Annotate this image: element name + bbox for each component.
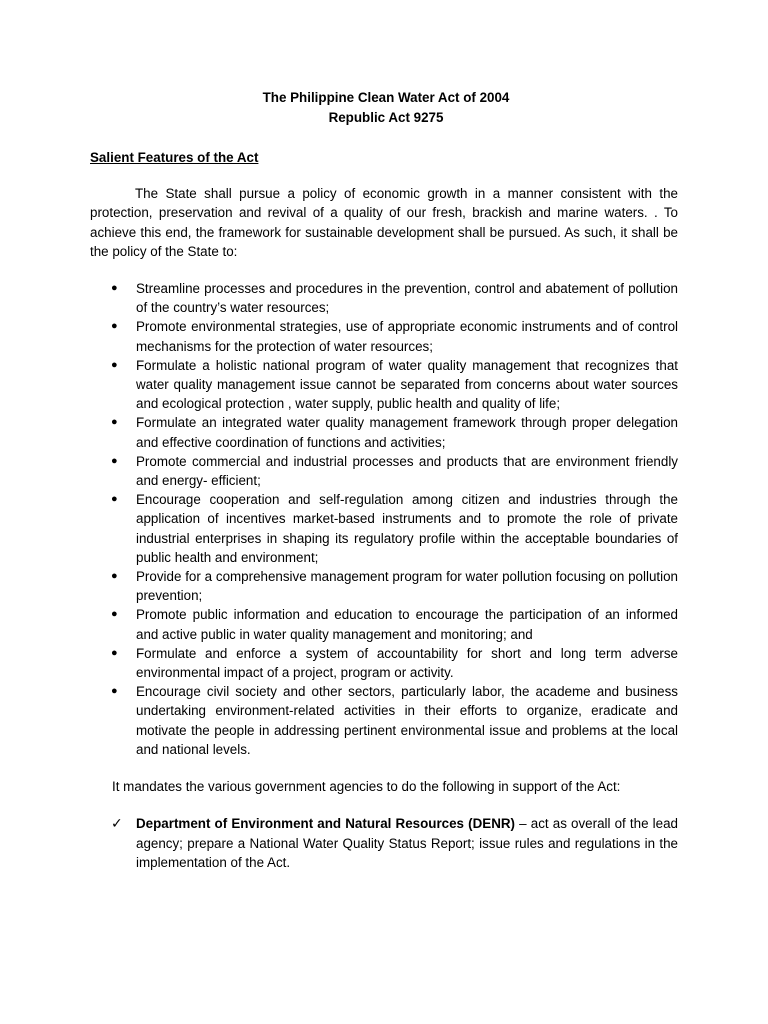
feature-text: Promote environmental strategies, use of appropriate economic instruments and of control mechanisms for the protection of water resources; (136, 319, 678, 354)
feature-text: Formulate and enforce a system of accountability for short and long term adverse environmental impact of a project, program or activity. (136, 645, 678, 681)
bullet-icon: ● (111, 320, 118, 333)
bullet-icon: ● (111, 282, 118, 295)
list-item (90, 279, 678, 317)
list-item (90, 605, 678, 643)
bullet-icon: ● (111, 685, 118, 698)
list-item (90, 814, 678, 872)
list-item (90, 567, 678, 605)
mandate-paragraph: It mandates the various government agencies to do the following in support of the Act: (112, 779, 621, 795)
list-item (90, 356, 678, 414)
feature-text: Encourage cooperation and self-regulation among citizen and industries through the application of incentives market-based instruments and to promote the role of private industrial enterprises in shaping its regulatory profile within the acceptable boundaries of public health and environment; (136, 492, 678, 565)
bullet-icon: ● (111, 570, 118, 583)
feature-text: Formulate a holistic national program of water quality management that recognizes that water quality management issue cannot be separated from concerns about water sources and ecological protection , water supply, public health and quality of life; (136, 357, 678, 412)
bullet-icon: ● (111, 646, 118, 659)
title-block (90, 88, 678, 128)
bullet-icon: ● (111, 454, 118, 467)
bullet-icon: ● (111, 493, 118, 506)
list-item (90, 413, 678, 451)
bullet-icon: ● (111, 608, 118, 621)
list-item (90, 682, 678, 759)
intro-paragraph: The State shall pursue a policy of economic growth in a manner consistent with the protection, preservation and revival of a quality of our fresh, brackish and marine waters. . To achieve this end, the framework for sustainable development shall be pursued. As such, it shall be the policy of the State to: (90, 186, 678, 259)
document-page (90, 88, 678, 872)
bullet-icon: ● (111, 358, 118, 371)
checkmark-icon: ✓ (111, 815, 123, 832)
feature-text: Formulate an integrated water quality management framework through proper delegation and effective coordination of functions and activities; (136, 415, 678, 450)
bullet-icon: ● (111, 416, 118, 429)
feature-text: Encourage civil society and other sectors, particularly labor, the academe and business undertaking environment-related activities in their efforts to organize, eradicate and motivate the people in addressing pertinent environmental issue and problems at the local and national levels. (136, 684, 678, 757)
agencies-list (90, 814, 678, 872)
list-item (90, 452, 678, 490)
feature-text: Promote public information and education to encourage the participation of an informed and active public in water quality management and monitoring; and (136, 607, 678, 642)
list-item (90, 317, 678, 355)
agency-description: – act as overall of the lead agency; prepare a National Water Quality Status Report; issue rules and regulations in the implementation of the Act. (136, 816, 678, 870)
list-item (90, 490, 678, 567)
feature-text: Promote commercial and industrial processes and products that are environment friendly and energy- efficient; (136, 453, 678, 489)
section-heading: Salient Features of the Act (90, 150, 259, 165)
agency-name: Department of Environment and Natural Resources (DENR) (136, 816, 516, 832)
document-title: The Philippine Clean Water Act of 2004 (262, 90, 510, 105)
feature-text: Provide for a comprehensive management program for water pollution focusing on pollution prevention; (136, 569, 678, 604)
document-subtitle: Republic Act 9275 (328, 110, 444, 125)
list-item (90, 644, 678, 682)
features-list (90, 279, 678, 759)
feature-text: Streamline processes and procedures in the prevention, control and abatement of pollution of the country’s water resources; (136, 281, 678, 316)
